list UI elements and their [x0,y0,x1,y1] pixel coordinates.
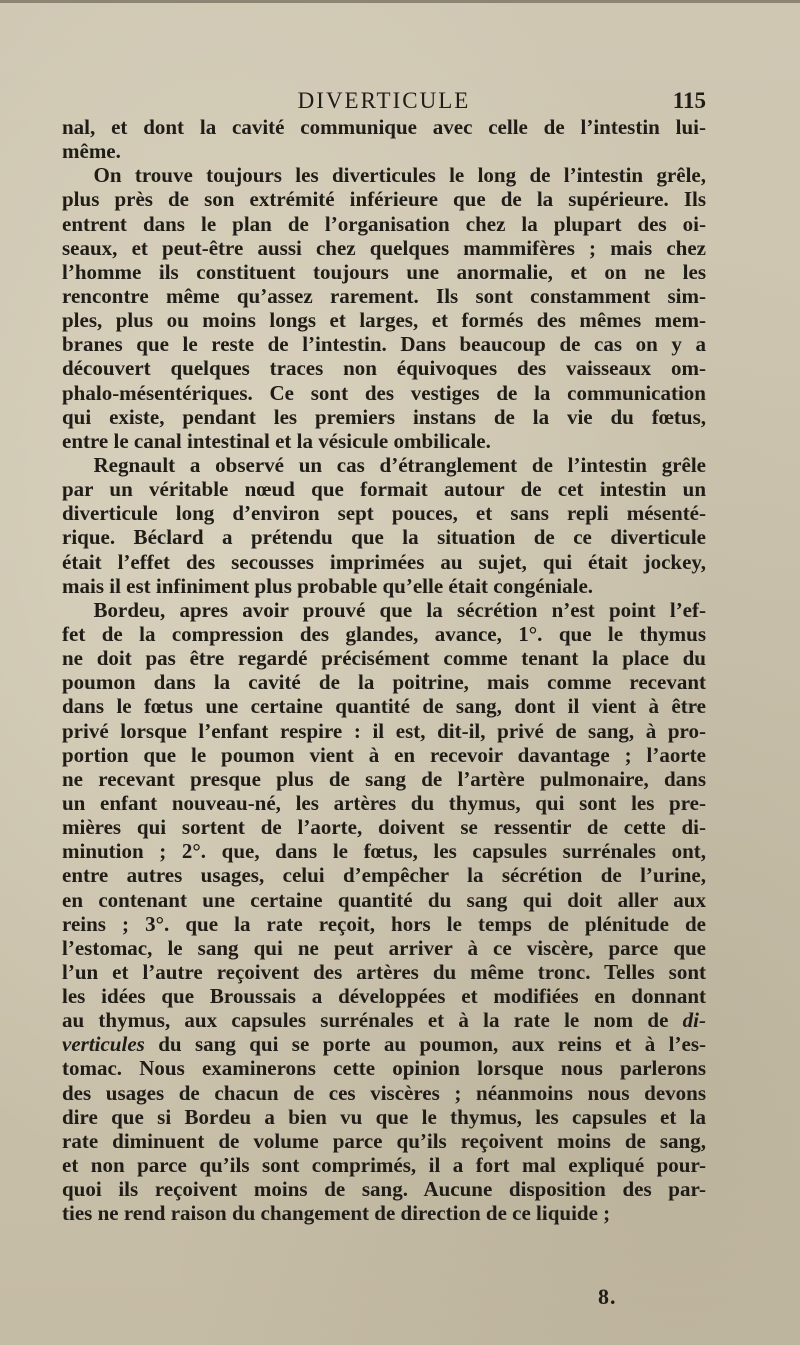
top-edge-rule [0,0,800,3]
text-line: ne doit pas être regardé précisément comme tenant la place du [62,646,706,671]
text-line: Regnault a observé un cas d’étranglement de l’intestin grêle [93,452,706,477]
paragraph [62,163,706,453]
text-line: mières qui sortent de l’aorte, doivent se ressentir de cette di- [62,815,706,840]
text-line: nal, et dont la cavité communique avec celle de l’intestin lui- [62,115,706,139]
italic-word: verticules [62,1032,145,1057]
text-line: seaux, et peut-être aussi chez quelques mammifères ; mais chez [62,235,706,260]
text-line: les idées que Broussais a développées et modifiées en donnant [62,984,706,1009]
text-line: rencontre même qu’assez rarement. Ils sont constamment sim- [62,283,706,308]
text-line: l’estomac, le sang qui ne peut arriver à ce viscère, parce que [62,935,706,960]
running-title: DIVERTICULE [297,88,471,113]
signature-mark: 8. [598,1284,617,1309]
text-line: Bordeu, apres avoir prouvé que la sécrétion n’est point l’ef- [93,597,706,622]
text-line: tomac. Nous examinerons cette opinion lorsque nous parlerons [62,1056,706,1081]
text-line: rique. Béclard a prétendu que la situation de ce diverticule [62,525,706,550]
text-line: l’un et l’autre reçoivent des artères du même tronc. Telles sont [62,959,706,984]
text-line: était l’effet des secousses imprimées au sujet, qui était jockey, [62,549,706,574]
italic-word: di- [682,1008,706,1033]
text-line: diverticule long d’environ sept pouces, et sans repli mésenté- [62,501,706,526]
text-line: découvert quelques traces non équivoques des vaisseaux om- [62,356,706,381]
text-line: des usages de chacun de ces viscères ; néanmoins nous devons [62,1080,706,1105]
text-line: phalo-mésentériques. Ce sont des vestiges de la communication [62,380,706,405]
text-line: par un véritable nœud que formait autour de cet intestin un [62,477,706,502]
paragraph [62,453,706,598]
text-line: rate diminuent de volume parce qu’ils reçoivent moins de sang, [62,1128,706,1153]
text-line: privé lorsque l’enfant respire : il est, dit-il, privé de sang, à pro- [62,718,706,743]
text-line: qui existe, pendant les premiers instans de la vie du fœtus, [62,404,706,429]
text-line: même. [62,139,121,164]
paragraph [62,115,706,163]
text-line: mais il est infiniment plus probable qu’elle était congéniale. [62,573,594,598]
text-line: poumon dans la cavité de la poitrine, mais comme recevant [62,670,706,695]
text-line: dire que si Bordeu a bien vu que le thymus, les capsules et la [62,1104,706,1129]
paragraph [62,598,706,1226]
text-line: fet de la compression des glandes, avance, 1°. que le thymus [62,621,706,646]
text-line: l’homme ils constituent toujours une anormalie, et on ne les [62,259,706,284]
text-line: ties ne rend raison du changement de direction de ce liquide ; [62,1201,611,1226]
body-text [62,115,706,1225]
page-header [62,88,706,118]
text-line: quoi ils reçoivent moins de sang. Aucune disposition des par- [62,1177,706,1202]
text-line: dans le fœtus une certaine quantité de sang, dont il vient à être [62,694,706,719]
text-line: entre autres usages, celui d’empêcher la sécrétion de l’urine, [62,863,706,888]
text-line: minution ; 2°. que, dans le fœtus, les capsules surrénales ont, [62,839,706,864]
text-line: entrent dans le plan de l’organisation chez la plupart des oi- [62,211,706,236]
text-line: et non parce qu’ils sont comprimés, il a fort mal expliqué pour- [62,1153,706,1178]
text-line: On trouve toujours les diverticules le long de l’intestin grêle, [93,163,706,188]
text-line: portion que le poumon vient à en recevoir davantage ; l’aorte [62,742,706,767]
text-line: plus près de son extrémité inférieure que de la supérieure. Ils [62,187,706,212]
text-line: ples, plus ou moins longs et larges, et formés des mêmes mem- [62,308,706,333]
text-line: branes que le reste de l’intestin. Dans beaucoup de cas on y a [62,332,706,357]
text-line: reins ; 3°. que la rate reçoit, hors le temps de plénitude de [62,911,706,936]
text-line: un enfant nouveau-né, les artères du thymus, qui sont les pre- [62,790,706,815]
text-line: verticules du sang qui se porte au poumon, aux reins et à l’es- [62,1032,706,1057]
page-number: 115 [672,88,706,113]
text-line: au thymus, aux capsules surrénales et à la rate le nom de di- [62,1008,706,1033]
text-line: entre le canal intestinal et la vésicule ombilicale. [62,428,491,453]
text-line: en contenant une certaine quantité du sang qui doit aller aux [62,887,706,912]
text-line: ne recevant presque plus de sang de l’artère pulmonaire, dans [62,766,706,791]
